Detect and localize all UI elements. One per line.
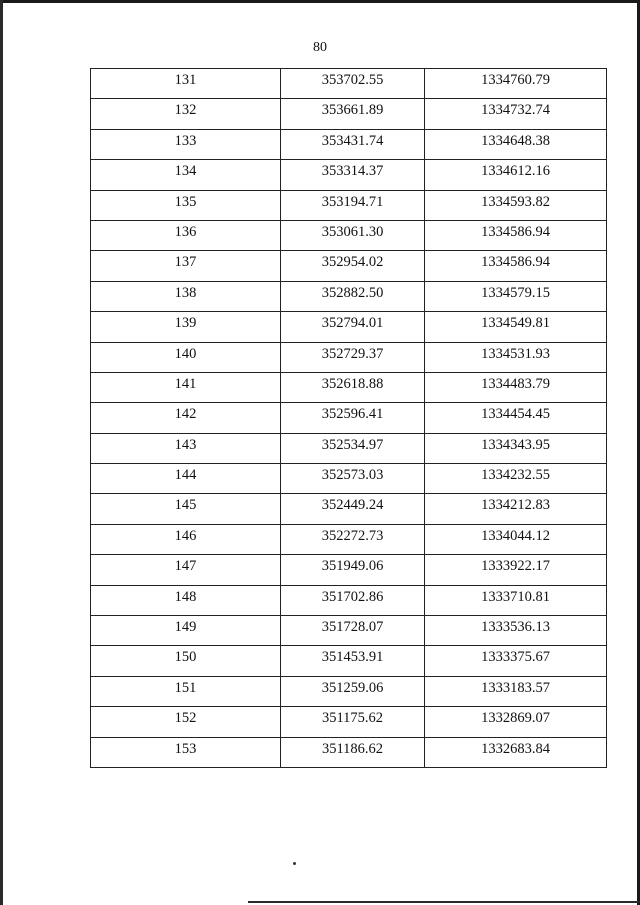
x-coordinate-cell: 352272.73 <box>281 524 425 554</box>
table-row <box>91 707 607 737</box>
table-row <box>91 342 607 372</box>
x-coordinate-cell: 353061.30 <box>281 220 425 250</box>
table-row <box>91 281 607 311</box>
point-number-cell: 148 <box>91 585 281 615</box>
table-row <box>91 737 607 767</box>
point-number-cell: 153 <box>91 737 281 767</box>
y-coordinate-cell: 1334612.16 <box>425 160 607 190</box>
x-coordinate-cell: 353194.71 <box>281 190 425 220</box>
point-number-cell: 143 <box>91 433 281 463</box>
x-coordinate-cell: 351259.06 <box>281 676 425 706</box>
x-coordinate-cell: 352534.97 <box>281 433 425 463</box>
table-row <box>91 555 607 585</box>
x-coordinate-cell: 352573.03 <box>281 464 425 494</box>
y-coordinate-cell: 1334732.74 <box>425 99 607 129</box>
x-coordinate-cell: 353661.89 <box>281 99 425 129</box>
page-number: 80 <box>313 40 327 55</box>
point-number-cell: 134 <box>91 160 281 190</box>
y-coordinate-cell: 1334483.79 <box>425 372 607 402</box>
table-row <box>91 220 607 250</box>
y-coordinate-cell: 1334531.93 <box>425 342 607 372</box>
y-coordinate-cell: 1334343.95 <box>425 433 607 463</box>
table-row <box>91 69 607 99</box>
table-row <box>91 190 607 220</box>
table-row <box>91 312 607 342</box>
x-coordinate-cell: 352596.41 <box>281 403 425 433</box>
table-row <box>91 616 607 646</box>
table-row <box>91 433 607 463</box>
y-coordinate-cell: 1333375.67 <box>425 646 607 676</box>
x-coordinate-cell: 353702.55 <box>281 69 425 99</box>
x-coordinate-cell: 352954.02 <box>281 251 425 281</box>
table-row <box>91 99 607 129</box>
x-coordinate-cell: 351186.62 <box>281 737 425 767</box>
point-number-cell: 139 <box>91 312 281 342</box>
point-number-cell: 132 <box>91 99 281 129</box>
point-number-cell: 137 <box>91 251 281 281</box>
table-row <box>91 372 607 402</box>
point-number-cell: 141 <box>91 372 281 402</box>
y-coordinate-cell: 1334760.79 <box>425 69 607 99</box>
y-coordinate-cell: 1334454.45 <box>425 403 607 433</box>
y-coordinate-cell: 1334648.38 <box>425 129 607 159</box>
x-coordinate-cell: 353431.74 <box>281 129 425 159</box>
y-coordinate-cell: 1334549.81 <box>425 312 607 342</box>
point-number-cell: 147 <box>91 555 281 585</box>
point-number-cell: 131 <box>91 69 281 99</box>
table-row <box>91 464 607 494</box>
x-coordinate-cell: 351949.06 <box>281 555 425 585</box>
y-coordinate-cell: 1334212.83 <box>425 494 607 524</box>
point-number-cell: 145 <box>91 494 281 524</box>
y-coordinate-cell: 1332869.07 <box>425 707 607 737</box>
x-coordinate-cell: 352729.37 <box>281 342 425 372</box>
point-number-cell: 151 <box>91 676 281 706</box>
y-coordinate-cell: 1334593.82 <box>425 190 607 220</box>
scan-speck <box>293 862 296 865</box>
y-coordinate-cell: 1334044.12 <box>425 524 607 554</box>
y-coordinate-cell: 1332683.84 <box>425 737 607 767</box>
y-coordinate-cell: 1333183.57 <box>425 676 607 706</box>
coordinates-table <box>90 68 607 768</box>
x-coordinate-cell: 351702.86 <box>281 585 425 615</box>
x-coordinate-cell: 351453.91 <box>281 646 425 676</box>
table-row <box>91 646 607 676</box>
table-row <box>91 524 607 554</box>
x-coordinate-cell: 352449.24 <box>281 494 425 524</box>
point-number-cell: 142 <box>91 403 281 433</box>
table-row <box>91 403 607 433</box>
x-coordinate-cell: 353314.37 <box>281 160 425 190</box>
coordinates-table-body <box>91 69 607 768</box>
point-number-cell: 140 <box>91 342 281 372</box>
point-number-cell: 133 <box>91 129 281 159</box>
y-coordinate-cell: 1333536.13 <box>425 616 607 646</box>
table-row <box>91 129 607 159</box>
scan-border-top <box>0 0 640 3</box>
point-number-cell: 144 <box>91 464 281 494</box>
table-row <box>91 251 607 281</box>
scan-border-bottom <box>248 901 640 903</box>
table-row <box>91 494 607 524</box>
point-number-cell: 138 <box>91 281 281 311</box>
scan-border-left <box>0 0 3 905</box>
y-coordinate-cell: 1334586.94 <box>425 220 607 250</box>
x-coordinate-cell: 351175.62 <box>281 707 425 737</box>
x-coordinate-cell: 352618.88 <box>281 372 425 402</box>
y-coordinate-cell: 1333922.17 <box>425 555 607 585</box>
x-coordinate-cell: 351728.07 <box>281 616 425 646</box>
point-number-cell: 135 <box>91 190 281 220</box>
y-coordinate-cell: 1334579.15 <box>425 281 607 311</box>
point-number-cell: 149 <box>91 616 281 646</box>
point-number-cell: 152 <box>91 707 281 737</box>
table-row <box>91 585 607 615</box>
table-row <box>91 676 607 706</box>
table-row <box>91 160 607 190</box>
point-number-cell: 146 <box>91 524 281 554</box>
y-coordinate-cell: 1334586.94 <box>425 251 607 281</box>
x-coordinate-cell: 352882.50 <box>281 281 425 311</box>
x-coordinate-cell: 352794.01 <box>281 312 425 342</box>
point-number-cell: 136 <box>91 220 281 250</box>
y-coordinate-cell: 1333710.81 <box>425 585 607 615</box>
y-coordinate-cell: 1334232.55 <box>425 464 607 494</box>
point-number-cell: 150 <box>91 646 281 676</box>
